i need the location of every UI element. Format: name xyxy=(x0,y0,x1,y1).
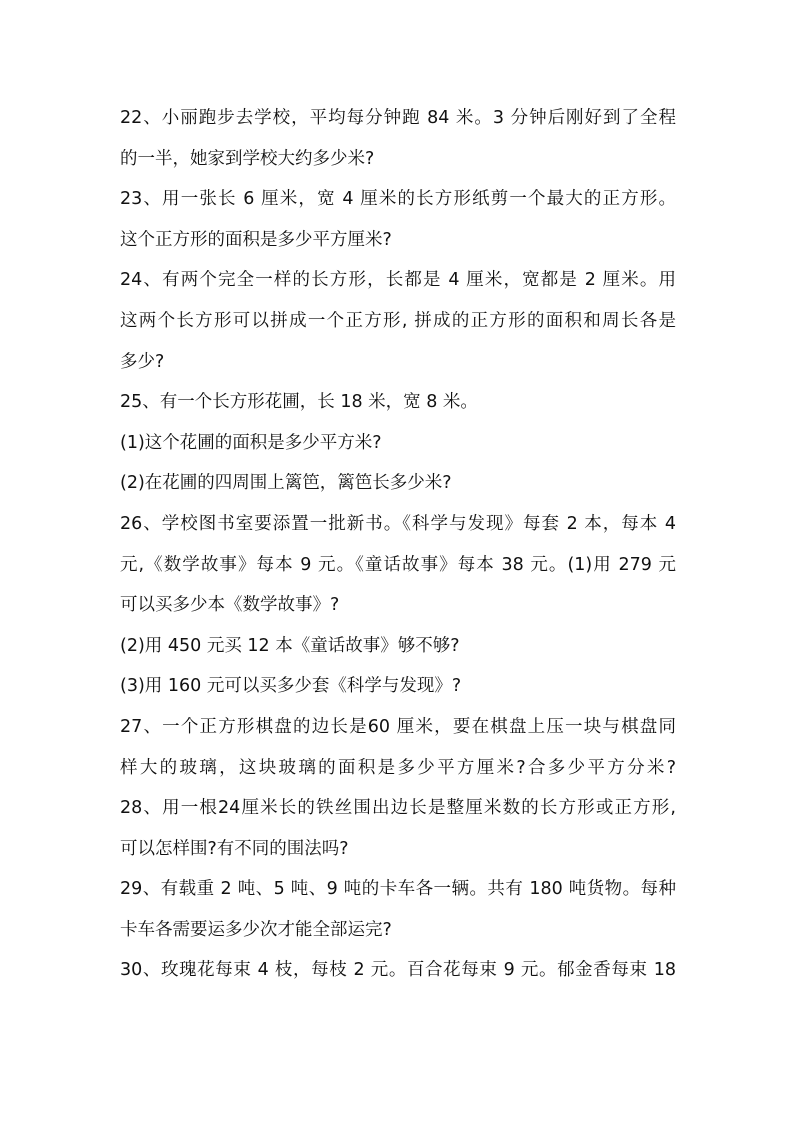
problem-24-line-2: 这两个长方形可以拼成一个正方形, 拼成的正方形的面积和周长各是 xyxy=(120,310,676,331)
problem-26-line-1: 26、学校图书室要添置一批新书。《科学与发现》每套 2 本，每本 4 xyxy=(120,513,676,534)
problem-list xyxy=(120,98,676,991)
problem-24-line-3: 多少? xyxy=(120,351,165,372)
problem-28-line-1: 28、用一根24厘米长的铁丝围出边长是整厘米数的长方形或正方形, xyxy=(120,798,676,819)
problem-24-line-1: 24、有两个完全一样的长方形，长都是 4 厘米，宽都是 2 厘米。用 xyxy=(120,270,676,291)
problem-25-line-1: 25、有一个长方形花圃，长 18 米，宽 8 米。 xyxy=(120,392,478,413)
problem-26-line-2: 元,《数学故事》每本 9 元。《童话故事》每本 38 元。(1)用 279 元 xyxy=(120,554,676,575)
problem-29-line-1: 29、有载重 2 吨、5 吨、9 吨的卡车各一辆。共有 180 吨货物。每种 xyxy=(120,879,676,900)
problem-25-part-1: (1)这个花圃的面积是多少平方米? xyxy=(120,432,382,453)
problem-26-part-2: (2)用 450 元买 12 本《童话故事》够不够? xyxy=(120,635,460,656)
problem-26-line-3: 可以买多少本《数学故事》? xyxy=(120,595,340,616)
problem-23-line-1: 23、用一张长 6 厘米，宽 4 厘米的长方形纸剪一个最大的正方形。 xyxy=(120,189,676,210)
problem-29-line-2: 卡车各需要运多少次才能全部运完? xyxy=(120,919,392,940)
problem-22-line-2: 的一半，她家到学校大约多少米? xyxy=(120,148,375,169)
problem-26-part-3: (3)用 160 元可以买多少套《科学与发现》? xyxy=(120,676,462,697)
problem-23-line-2: 这个正方形的面积是多少平方厘米? xyxy=(120,229,392,250)
problem-25-part-2: (2)在花圃的四周围上篱笆，篱笆长多少米? xyxy=(120,473,452,494)
problem-28-line-2: 可以怎样围?有不同的围法吗? xyxy=(120,838,349,859)
problem-27-line-2: 样大的玻璃，这块玻璃的面积是多少平方厘米?合多少平方分米? xyxy=(120,757,676,778)
problem-22-line-1: 22、小丽跑步去学校，平均每分钟跑 84 米。3 分钟后刚好到了全程 xyxy=(120,108,676,128)
problem-27-line-1: 27、一个正方形棋盘的边长是60 厘米，要在棋盘上压一块与棋盘同 xyxy=(120,716,676,737)
problem-30-line-1: 30、玫瑰花每束 4 枝，每枝 2 元。百合花每束 9 元。郁金香每束 18 xyxy=(120,960,676,981)
